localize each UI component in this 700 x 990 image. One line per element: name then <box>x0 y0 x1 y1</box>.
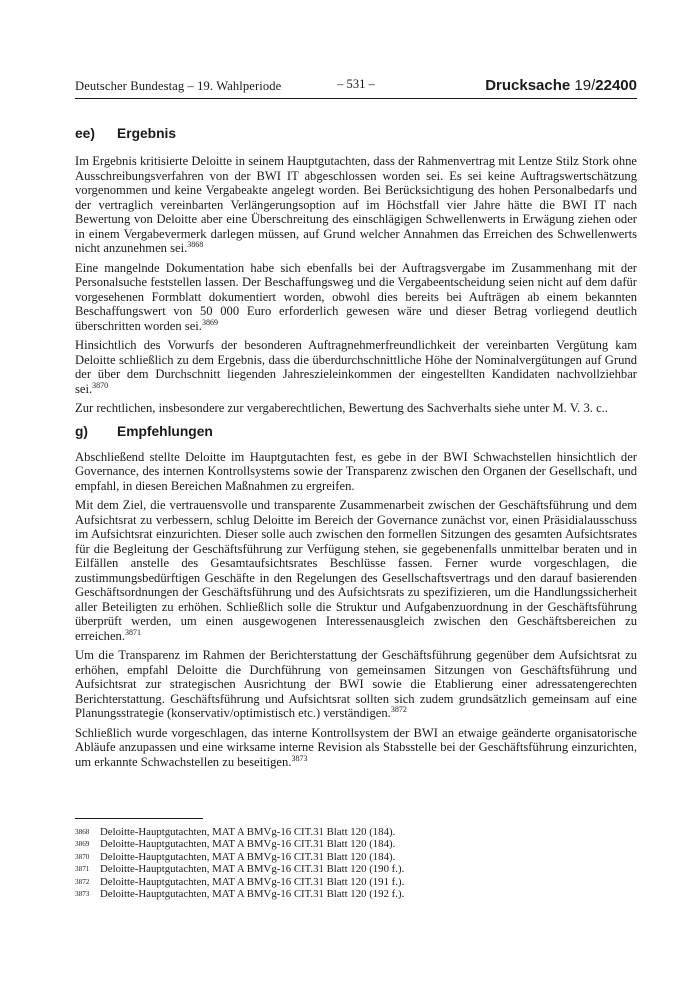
paragraph-text: Mit dem Ziel, die vertrauensvolle und transparente Zusammenarbeit zwischen der Geschäftsführung und dem Aufsichtsrat zu verbessern, schlug Deloitte im Bereich der Governance zunächst vor, einen Präsidialausschuss im Aufsichtsrat einzurichten. Dieser solle auch zwischen den formellen Sitzungen des gesamten Aufsichtsrates für die Begleitung der Geschäftsführung zur Verfügung stehen, sie gegebenenfalls unmittelbar beraten und in Eilfällen anstelle des Gesamtaufsichtsrates Beschlüsse fassen. Ferner wurde vorgeschlagen, die zustimmungsbedürftigen Geschäfte in den Regelungen des Gesellschaftsvertrags und den darauf basierenden Geschäftsordnungen der Geschäftsführung und des Aufsichtsrats zu spezifizieren, um die Handlungssicherheit aller Beteiligten zu erhöhen. Schließlich solle die Struktur und Aufgabenzuordnung in der Geschäftsführung überprüft werden, um einen ausgewogenen Interessenausgleich zwischen den Geschäftsbereichen zu erreichen. <box>75 498 637 643</box>
footnote-separator <box>75 818 203 819</box>
footnote <box>75 876 637 888</box>
footnote-block <box>75 818 637 900</box>
paragraph-text: Abschließend stellte Deloitte im Hauptgutachten fest, es gebe in der BWI Schwachstellen hinsichtlich der Governance, des internen Kontrollsystems sowie der Transparenz zwischen den Organen der Gesellschaft, und empfahl, in diesen Bereichen Maßnahmen zu ergreifen. <box>75 449 637 493</box>
paragraph-text: Zur rechtlichen, insbesondere zur vergaberechtlichen, Bewertung des Sachverhalts siehe unter M. V. 3. c.. <box>75 401 608 415</box>
section-title: Ergebnis <box>117 126 177 141</box>
footnote-text: Deloitte-Hauptgutachten, MAT A BMVg-16 CIT.31 Blatt 120 (191 f.). <box>100 875 405 888</box>
paragraph-text: Im Ergebnis kritisierte Deloitte in seinem Hauptgutachten, dass der Rahmenvertrag mit Lentze Stilz Stork ohne Ausschreibungsverfahren von der BWI IT abgeschlossen worden sei. Es sei keine Auftragswertschätzung vorgenommen und keine Vergabeakte angelegt worden. Bei Berücksichtigung des hohen Personalbedarfs und der vertraglich vereinbarten Verlängerungsoption auf im Höchstfall vier Jahre hätte die BWI IT nach Bewertung von Deloitte aber eine Überschreitung des einschlägigen Schwellenwerts in Erwägung ziehen oder in einem Vergabevermerk darlegen müssen, auf Grund welcher Annahmen das Erreichen des Schwellenwerts nicht anzunehmen sei. <box>75 154 637 255</box>
page-content <box>75 77 637 774</box>
paragraph <box>75 401 637 416</box>
section-heading-ergebnis <box>75 126 637 141</box>
footnote <box>75 888 637 900</box>
footnote-text: Deloitte-Hauptgutachten, MAT A BMVg-16 CIT.31 Blatt 120 (184). <box>100 838 396 851</box>
paragraph <box>75 726 637 770</box>
footnote-number: 3868 <box>75 828 90 836</box>
footnote-ref: 3870 <box>92 380 109 390</box>
footnote <box>75 826 637 838</box>
footnote <box>75 838 637 850</box>
footnote-text: Deloitte-Hauptgutachten, MAT A BMVg-16 CIT.31 Blatt 120 (184). <box>100 850 396 863</box>
paragraph <box>75 261 637 334</box>
paragraph-text: Eine mangelnde Dokumentation habe sich ebenfalls bei der Auftragsvergabe im Zusammenhang mit der Personalsuche feststellen lassen. Der Beschaffungsweg und die Vergabeentscheidung seien nicht auf dem dafür vorgesehenen Formblatt dokumentiert worden, obwohl dies bereits bei Aufträgen ab einem bekannten Beschaffungswert von 50 000 Euro erforderlich gewesen wäre und dieser Betrag vorliegend deutlich überschritten worden sei. <box>75 260 637 333</box>
footnote-text: Deloitte-Hauptgutachten, MAT A BMVg-16 CIT.31 Blatt 120 (192 f.). <box>100 888 405 901</box>
paragraph <box>75 154 637 256</box>
paragraph-text: Um die Transparenz im Rahmen der Berichterstattung der Geschäftsführung gegenüber dem Aufsichtsrat zu erhöhen, empfahl Deloitte die Durchführung von gemeinsamen Sitzungen von Geschäftsführung und Aufsichtsrat zur strategischen Ausrichtung der BWI sowie die Etablierung einer adressatengerechten Berichterstattung. Geschäftsführung und Aufsichtsrat sollten sich zudem grundsätzlich gemeinsam auf eine Planungsstrategie (konservativ/optimistisch etc.) verständigen. <box>75 648 637 720</box>
section-label: ee) <box>75 126 95 141</box>
footnote-number: 3873 <box>75 890 90 899</box>
footnote-text: Deloitte-Hauptgutachten, MAT A BMVg-16 CIT.31 Blatt 120 (190 f.). <box>100 863 405 876</box>
footnote-number: 3869 <box>75 840 90 849</box>
header-parliament-label: Deutscher Bundestag – 19. Wahlperiode <box>75 79 282 93</box>
footnote-ref: 3873 <box>291 753 308 763</box>
doc-reference-label: Drucksache <box>485 77 571 94</box>
footnote-number: 3870 <box>75 852 90 861</box>
page-number: – 531 – <box>337 77 375 91</box>
doc-reference-number-bold: 22400 <box>595 77 637 94</box>
paragraph <box>75 648 637 721</box>
footnote-number: 3872 <box>75 877 90 886</box>
running-header <box>75 77 637 99</box>
paragraph <box>75 338 637 396</box>
paragraph-text: Schließlich wurde vorgeschlagen, das interne Kontrollsystem der BWI an etwaige geänderte organisatorische Abläufe anzupassen und eine wirksame interne Revision als Stabsstelle bei der Geschäftsführung einzurichten, um erkannte Schwachstellen zu beseitigen. <box>75 725 637 769</box>
footnote-ref: 3869 <box>201 317 218 327</box>
doc-reference <box>485 77 637 94</box>
section-label: g) <box>75 423 89 439</box>
footnote-ref: 3871 <box>125 627 141 637</box>
paragraph-text: Hinsichtlich des Vorwurfs der besonderen Auftragnehmerfreundlichkeit der vereinbarten Vergütung kam Deloitte schließlich zu dem Ergebnis, dass die überdurchschnittliche Höhe der Nominalvergütungen auf Grund der über dem Durchschnitt liegenden Jahreszieleinkommen der eingestellten Kandidaten nachvollziehbar sei. <box>75 338 637 396</box>
section-title: Empfehlungen <box>117 423 213 439</box>
footnote-ref: 3868 <box>187 239 204 249</box>
footnote-number: 3871 <box>75 865 90 874</box>
section-heading-empfehlungen <box>75 424 637 439</box>
paragraph <box>75 450 637 494</box>
footnote-ref: 3872 <box>390 704 407 714</box>
footnote <box>75 863 637 875</box>
footnote-text: Deloitte-Hauptgutachten, MAT A BMVg-16 CIT.31 Blatt 120 (184). <box>100 826 396 838</box>
footnote <box>75 851 637 863</box>
paragraph <box>75 498 637 643</box>
doc-reference-number-light: 19/ <box>574 77 596 94</box>
